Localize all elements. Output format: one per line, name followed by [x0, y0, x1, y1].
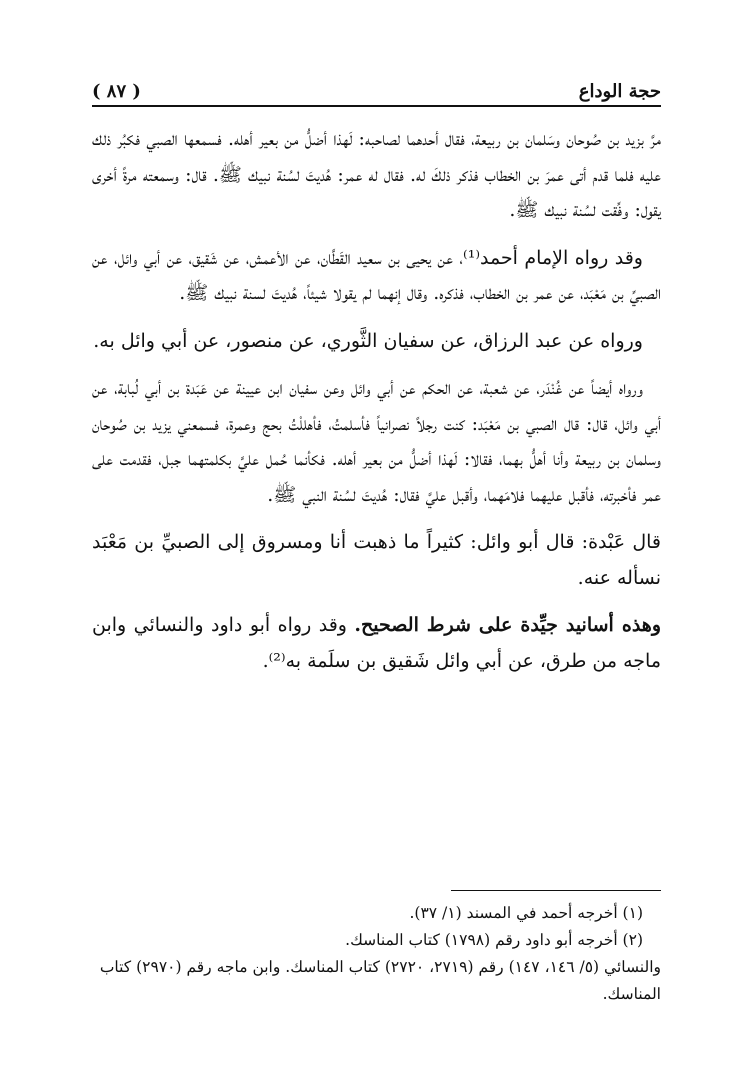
paragraph-2: وقد رواه الإمام أحمد⁽¹⁾، عن يحيى بن سعيد القَطَّان، عن الأعمش، عن شَقيق، عن أبي وائل، عن الصبيِّ بن مَعْبَد، عن عمر بن الخطاب، فذكره. وقال إنهما لم يقولا شيئاً، هُديتَ لسنة نبيك ﷺ.: [92, 246, 661, 304]
paragraph-4: ورواه أيضاً عن غُنْدَر، عن شعبة، عن الحكم عن أبي وائل وعن سفيان ابن عيينة عن عَبَدة بن أبي لُبابة، عن أبي وائل، قال: قال الصبي بن مَعْبَد: كنت رجلاً نصرانياً فأسلمتُ، فأهللْتُ بحج وعمرة، فسمعني يزيد بن صُوحان وسلمان بن ربيعة وأنا أهلُّ بهما، فقالا: لَهذا أضلُّ من بعير أهله. فكأنما حُمل عليَّ بكلمتهما جبل، فقدمت على عمر فأخبرته، فأقبل عليهما فلامَهما، وأقبل عليَّ فقال: هُديتَ لسُنة النبي ﷺ.: [92, 377, 661, 506]
footnote-2-continuation: والنسائي (٥/ ١٤٦، ١٤٧) رقم (٢٧١٩، ٢٧٢٠) كتاب المناسك. وابن ماجه رقم (٢٩٧٠) كتاب المناسك.: [99, 958, 661, 1003]
paragraph-6-rest: وقد رواه أبو داود والنسائي وابن ماجه من طرق، عن أبي وائل شَقيق بن سلَمة به⁽²⁾.: [92, 614, 661, 672]
paragraph-3: ورواه عن عبد الرزاق، عن سفيان الثَّوري، عن منصور، عن أبي وائل به.: [93, 329, 643, 352]
paragraph-6: [92, 608, 661, 679]
footnote-separator: [451, 890, 661, 891]
running-title: حجة الوداع: [578, 81, 661, 102]
footnotes: [92, 900, 661, 1008]
paragraph-6-emphasis: وهذه أسانيد جيِّدة على شرط الصحيح.: [354, 614, 661, 636]
header-rule: [92, 105, 661, 107]
running-header: [92, 72, 661, 102]
paragraph-1: مرَّ بزيد بن صُوحان وسَلمان بن ربيعة، فقال أحدهما لصاحبه: لَهذا أضلُّ من بعير أهله. فسمعها الصبي فكبُر ذلك عليه فلما قدم أتى عمرَ بن الخطاب فذكر ذلكَ له. فقال له عمر: هُديتَ لسُنة نبيك ﷺ. قال: وسمعته مرةً أخرى يقول: وفِّقت لسُنة نبيك ﷺ.: [92, 128, 661, 221]
footnote-1: (١) أخرجه أحمد في المسند (١/ ٣٧).: [409, 904, 643, 922]
page-number: ( ٨٧ ): [92, 81, 141, 102]
footnote-2: (٢) أخرجه أبو داود رقم (١٧٩٨) كتاب المناسك.: [345, 931, 643, 949]
main-text: [92, 122, 661, 691]
paragraph-5: قال عَبْدة: قال أبو وائل: كثيراً ما ذهبت أنا ومسروق إلى الصبيِّ بن مَعْبَد نسأله عنه.: [92, 531, 661, 589]
